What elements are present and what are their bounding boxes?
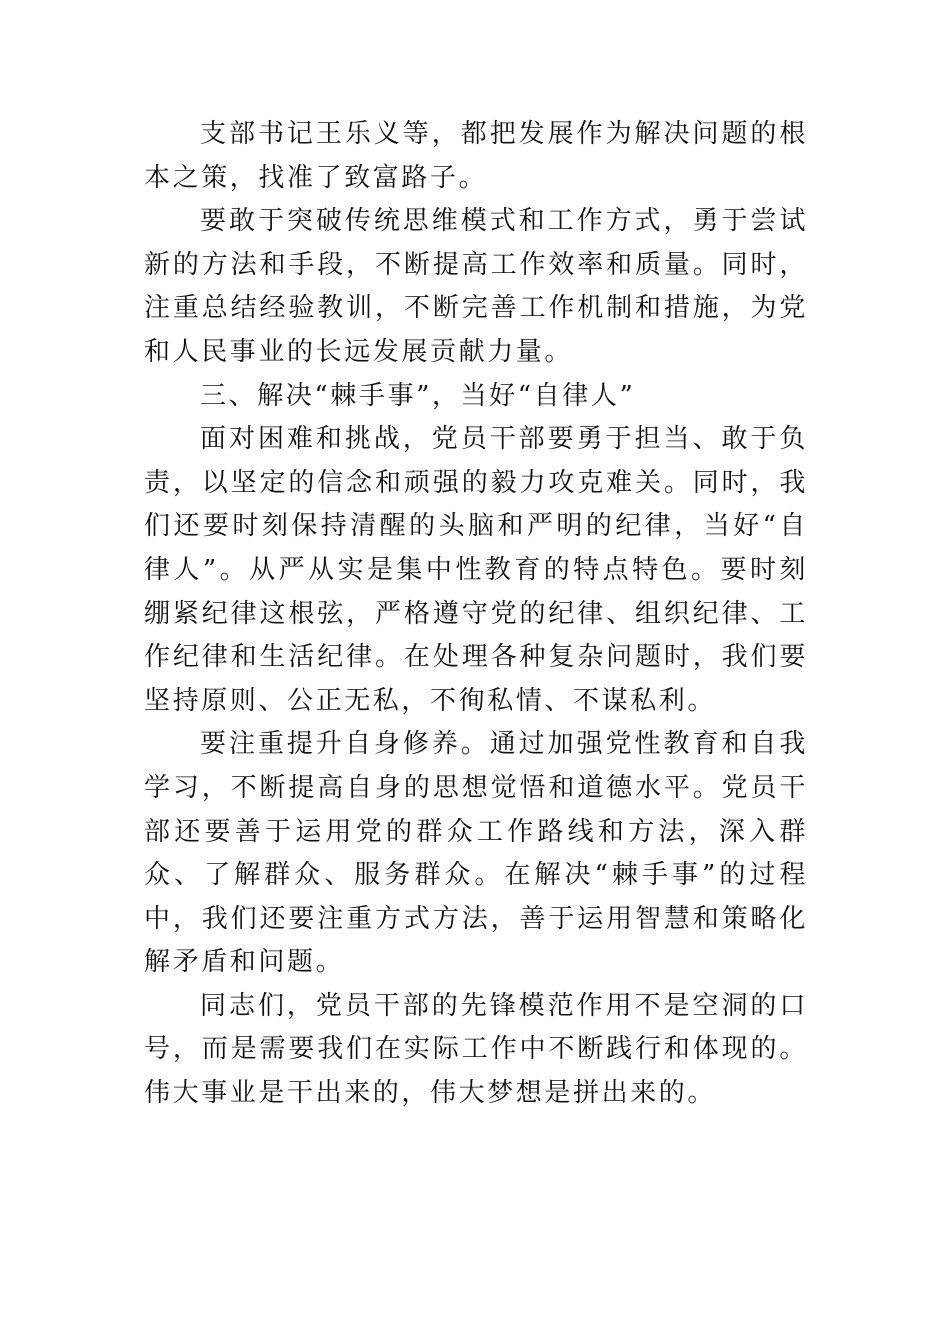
- paragraph-1: 支部书记王乐义等，都把发展作为解决问题的根本之策，找准了致富路子。: [144, 119, 808, 193]
- paragraph-3: 面对困难和挑战，党员干部要勇于担当、敢于负责，以坚定的信念和顽强的毅力攻克难关。同时，我们还要时刻保持清醒的头脑和严明的纪律，当好“自律人”。从严从实是集中性教育的特点特色。要时刻绷紧纪律这根弦，严格遵守党的纪律、组织纪律、工作纪律和生活纪律。在处理各种复杂问题时，我们要坚持原则、公正无私，不徇私情、不谋私利。: [144, 424, 808, 716]
- document-body: [144, 113, 808, 1116]
- section-heading: 三、解决“棘手事”，当好“自律人”: [200, 380, 636, 411]
- paragraph-4: 要注重提升自身修养。通过加强党性教育和自我学习，不断提高自身的思想觉悟和道德水平。党员干部还要善于运用党的群众工作路线和方法，深入群众、了解群众、服务群众。在解决“棘手事”的过程中，我们还要注重方式方法，善于运用智慧和策略化解矛盾和问题。: [144, 729, 808, 978]
- paragraph-2: 要敢于突破传统思维模式和工作方式，勇于尝试新的方法和手段，不断提高工作效率和质量。同时，注重总结经验教训，不断完善工作机制和措施，为党和人民事业的长远发展贡献力量。: [144, 206, 808, 367]
- paragraph-5: 同志们，党员干部的先锋模范作用不是空洞的口号，而是需要我们在实际工作中不断践行和体现的。伟大事业是干出来的，伟大梦想是拼出来的。: [144, 990, 808, 1109]
